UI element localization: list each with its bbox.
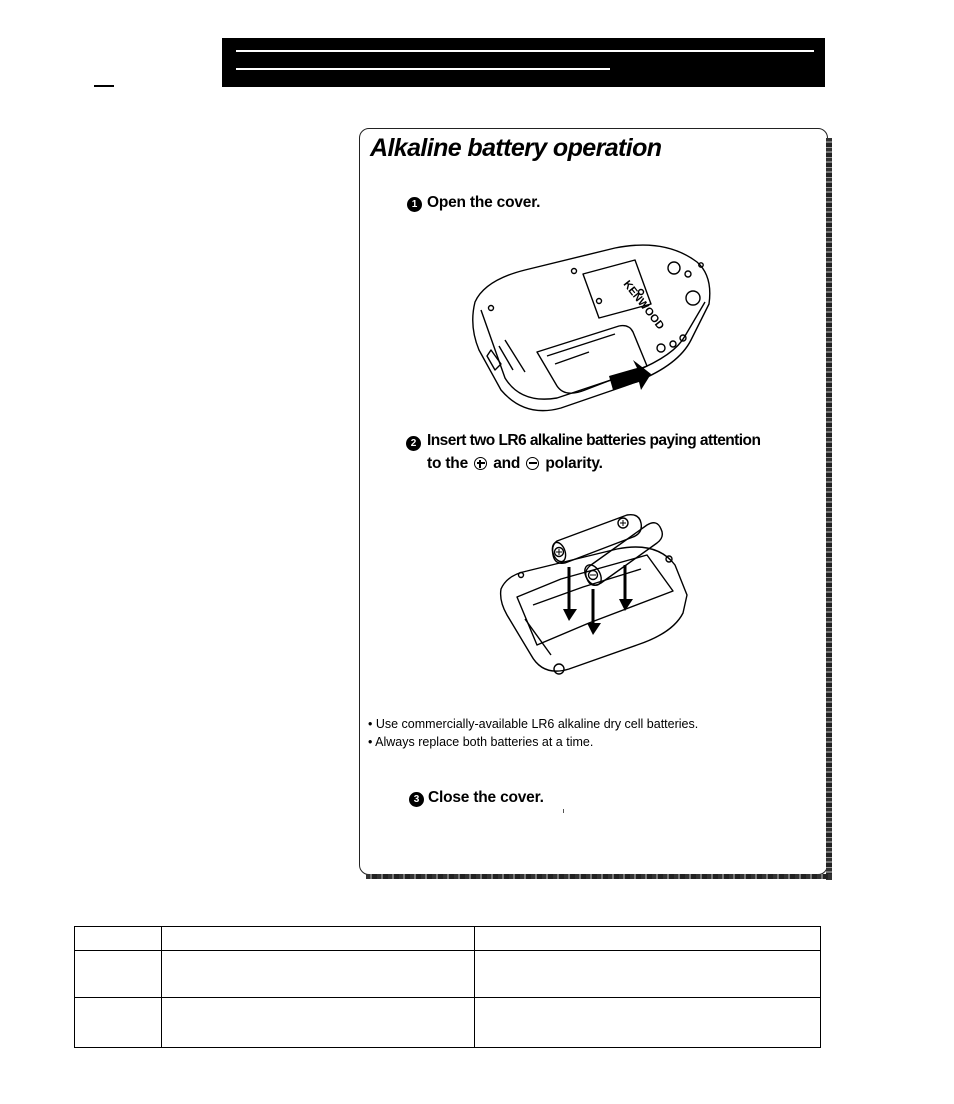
- table-cell: [474, 927, 820, 951]
- step-1-text: Open the cover.: [427, 194, 541, 211]
- table-cell: [75, 951, 162, 998]
- section-title: Alkaline battery operation: [370, 134, 662, 162]
- text-fragment: to the: [427, 455, 468, 472]
- table-cell: [161, 927, 474, 951]
- header-rule: [236, 50, 814, 52]
- plus-polarity-icon: [474, 457, 487, 470]
- table-row: [75, 998, 821, 1048]
- table-cell: [75, 998, 162, 1048]
- step-number-badge: 1: [407, 197, 422, 212]
- table-cell: [474, 998, 820, 1048]
- header-rule: [236, 68, 610, 70]
- box-shadow: [366, 874, 832, 879]
- step-number-badge: 3: [409, 792, 424, 807]
- step-2-text: Insert two LR6 alkaline batteries paying attention: [427, 432, 761, 449]
- step-3-text: Close the cover.: [428, 789, 544, 806]
- table-row: [75, 951, 821, 998]
- minus-polarity-icon: [526, 457, 539, 470]
- device-body: [473, 245, 710, 411]
- table-cell: [161, 951, 474, 998]
- note-text: • Always replace both batteries at a time.: [368, 735, 594, 749]
- step-number-badge: 2: [406, 436, 421, 451]
- table-cell: [75, 927, 162, 951]
- header-bar: [222, 38, 825, 87]
- pull-arrow: [609, 360, 651, 390]
- note-text: • Use commercially-available LR6 alkaline dry cell batteries.: [368, 717, 699, 731]
- table-cell: [474, 951, 820, 998]
- corner-dash: [94, 85, 114, 87]
- text-fragment: and: [493, 455, 521, 472]
- table-row: [75, 927, 821, 951]
- box-shadow: [826, 138, 832, 880]
- text-fragment: polarity.: [545, 455, 603, 472]
- open-cover-illustration: [465, 240, 715, 425]
- table-cell: [161, 998, 474, 1048]
- reference-table: [74, 926, 821, 1048]
- insert-batteries-illustration: [497, 505, 689, 680]
- stray-mark: [563, 809, 564, 813]
- step-2-text-continued: [427, 455, 603, 473]
- brand-logo: KENWOOD: [620, 278, 667, 333]
